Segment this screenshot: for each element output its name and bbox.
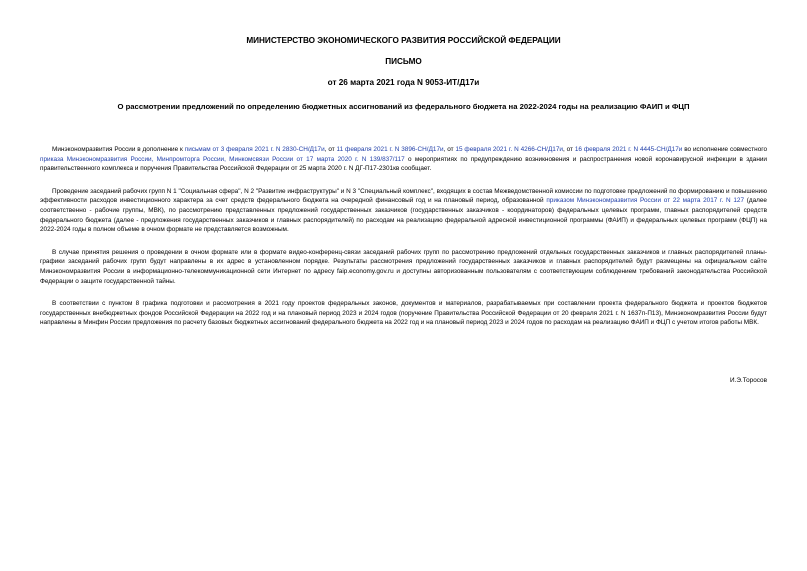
p1-text-6: о мероприятиях по предупреждению возникновения и распространения новой коронавирусной инфекции в здании правительственного комплекса и поручения Правительства Российской Федерации от 25 марта 2020 г. N ДГ-П17-2301кв сообщает. (40, 155, 767, 173)
p2-text-1: Проведение заседаний рабочих групп N 1 "Социальная сфера", N 2 "Развитие инфраструктуры" и N 3 "Специальный комплекс", входящих в состав Межведомственной комиссии по подготовке предложений по формированию и повышению эффективности расходов инвестиционного характера за счет средств федерального бюджета на очередной финансовый год и на плановый период, образованной (40, 187, 767, 205)
p1-text-3: , от (443, 146, 456, 153)
p1-text-4: , от (562, 146, 575, 153)
link-order-127[interactable]: приказом Минэкономразвития России от 22 марта 2017 г. N 127 (546, 197, 745, 205)
link-letter-feb-16[interactable]: 16 февраля 2021 г. N 4445-СН/Д17и (574, 146, 683, 153)
signature: И.Э.Торосов (729, 377, 767, 384)
link-letter-feb-11[interactable]: 11 февраля 2021 г. N 3896-СН/Д17и (336, 146, 444, 153)
document-type: ПИСЬМО (385, 57, 422, 66)
link-letter-feb-3[interactable]: письмам от 3 февраля 2021 г. N 2830-СН/Д17и (184, 146, 325, 153)
link-joint-order[interactable]: приказа Минэкономразвития России, Минпромторга России, Минкомсвязи России от 17 марта 2020 г. N 139/837/117 (40, 155, 405, 163)
p1-text-1: Минэкономразвития России в дополнение к (52, 146, 185, 153)
paragraph-3: В случае принятия решения о проведении в очном формате или в формате видео-конференц-связи заседаний рабочих групп по рассмотрению предложений отдельных государственных заказчиков и главных распорядителей планы-графики заседаний рабочих групп будут направлены в их адрес в установленном порядке. Результаты рассмотрения предложений государственных заказчиков и главных распорядителей будут размещены на официальном сайте Минэкономразвития России в информационно-телекоммуникационной сети Интернет по адресу faip.economy.gov.ru и доступны авторизованным пользователям с соответствующим соблюдением требований законодательства Российской Федерации о защите государственной тайны. (40, 248, 767, 285)
paragraph-4: В соответствии с пунктом 8 графика подготовки и рассмотрения в 2021 году проектов федеральных законов, документов и материалов, разрабатываемых при составлении проекта федерального бюджета и проектов бюджетов государственных внебюджетных фондов Российской Федерации на 2022 год и на плановый период 2023 и 2024 годов (поручение Правительства Российской Федерации от 20 февраля 2021 г. N 1637п-П13), Минэкономразвития России будут направлены в Минфин России предложения по расчету базовых бюджетных ассигнований федерального бюджета на 2022 год и на плановый период 2023 и 2024 годов по расходам на реализацию ФАИП и ФЦП с учетом итогов работы МВК. (40, 300, 767, 327)
p2-text-2: (далее соответственно - рабочие группы, МВК), по рассмотрению представленных предложений государственных заказчиков (государственных заказчиков - координаторов) федеральных целевых программ, главных распорядителей средств федерального бюджета (далее - предложения государственных заказчиков и главных распорядителей) по расходам на реализацию федеральной адресной инвестиционной программы (ФАИП) и федеральных целевых программ (ФЦП) на 2022-2024 годы в полном объеме в очном формате не представляется возможным. (40, 197, 767, 234)
document-date-number: от 26 марта 2021 года N 9053-ИТ/Д17и (327, 78, 480, 87)
p1-text-5: во исполнение совместного (682, 146, 768, 153)
paragraph-2 (40, 187, 767, 235)
p1-text-2: , от (324, 146, 337, 153)
document-body (40, 145, 767, 341)
paragraph-1 (40, 145, 767, 174)
link-letter-feb-15[interactable]: 15 февраля 2021 г. N 4266-СН/Д17и (455, 146, 563, 153)
document-subject: О рассмотрении предложений по определению бюджетных ассигнований из федерального бюджета на 2022-2024 годы на реализацию ФАИП и ФЦП (117, 102, 690, 111)
ministry-heading: МИНИСТЕРСТВО ЭКОНОМИЧЕСКОГО РАЗВИТИЯ РОССИЙСКОЙ ФЕДЕРАЦИИ (246, 36, 561, 45)
